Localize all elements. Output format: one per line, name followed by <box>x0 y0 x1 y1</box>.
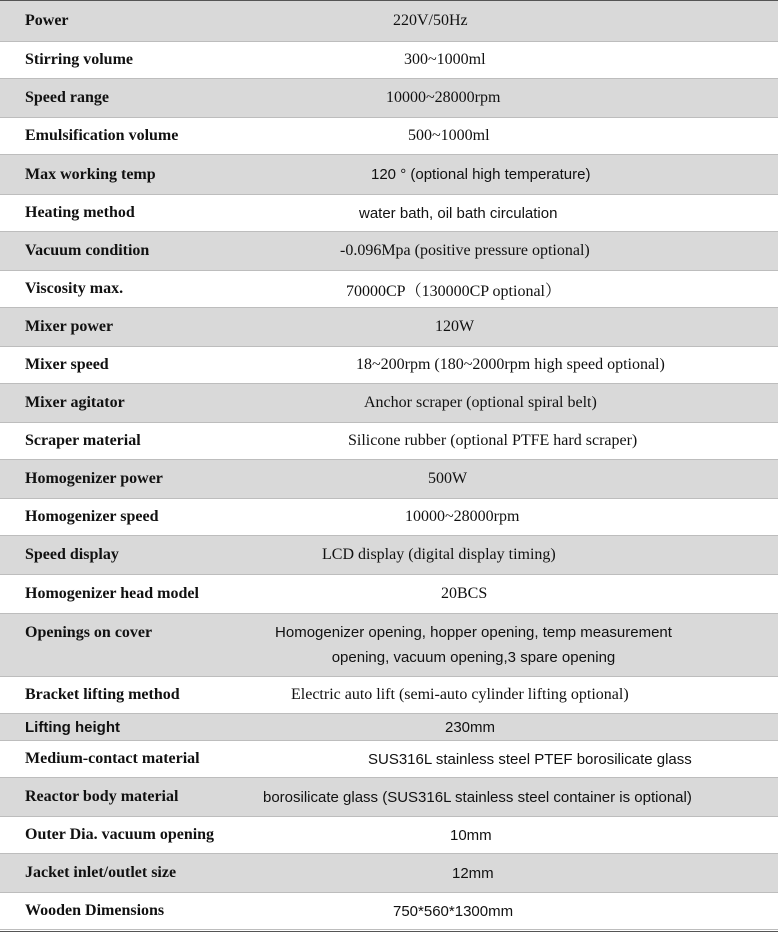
table-row <box>0 676 778 714</box>
row-value: 300~1000ml <box>404 51 486 68</box>
row-value: 120W <box>435 318 475 335</box>
row-value: 20BCS <box>441 585 488 602</box>
row-label: Homogenizer head model <box>25 585 199 602</box>
table-row <box>0 194 778 232</box>
row-value: Anchor scraper (optional spiral belt) <box>364 394 597 411</box>
table-row <box>0 1 778 41</box>
row-value-line-1: Homogenizer opening, hopper opening, temp measurement <box>275 624 672 641</box>
row-label: Homogenizer speed <box>25 508 159 525</box>
row-label: Mixer speed <box>25 356 109 373</box>
row-value: 750*560*1300mm <box>393 902 514 920</box>
row-value: LCD display (digital display timing) <box>322 546 556 563</box>
row-value: 10mm <box>450 826 492 844</box>
row-value: water bath, oil bath circulation <box>359 204 558 222</box>
row-value: 500~1000ml <box>408 127 490 144</box>
row-label: Bracket lifting method <box>25 686 180 703</box>
table-row <box>0 498 778 536</box>
row-value: 120 ° (optional high temperature) <box>371 166 591 183</box>
row-value: 220V/50Hz <box>393 12 468 29</box>
row-label: Lifting height <box>25 718 120 736</box>
row-label: Viscosity max. <box>25 280 124 297</box>
row-value: 230mm <box>445 718 496 736</box>
row-label: Mixer power <box>25 318 114 335</box>
table-row <box>0 346 778 384</box>
row-label: Speed range <box>25 89 109 106</box>
row-label: Homogenizer power <box>25 470 163 487</box>
row-label: Speed display <box>25 546 119 563</box>
row-label: Emulsification volume <box>25 127 179 144</box>
row-label: Power <box>25 12 69 29</box>
table-row <box>0 854 778 892</box>
row-value: Silicone rubber (optional PTFE hard scraper) <box>348 432 638 449</box>
table-row <box>0 308 778 346</box>
table-row <box>0 155 778 194</box>
row-value: 10000~28000rpm <box>405 508 520 525</box>
row-value: 18~200rpm (180~2000rpm high speed optional) <box>356 356 665 373</box>
table-row <box>0 41 778 79</box>
table-row <box>0 117 778 155</box>
row-label: Openings on cover <box>25 624 153 641</box>
table-row <box>0 816 778 854</box>
row-value <box>241 614 706 676</box>
row-value: Electric auto lift (semi-auto cylinder lifting optional) <box>291 686 629 703</box>
row-label: Medium-contact material <box>25 750 200 767</box>
table-bottom-border <box>0 931 778 932</box>
table-row <box>0 714 778 740</box>
table-row <box>0 614 778 676</box>
row-label: Outer Dia. vacuum opening <box>25 826 215 843</box>
table-row <box>0 270 778 308</box>
table-row <box>0 740 778 778</box>
row-label: Stirring volume <box>25 51 133 68</box>
row-value-line-2: opening, vacuum opening,3 spare opening <box>331 649 616 666</box>
row-label: Max working temp <box>25 165 156 183</box>
table-row <box>0 460 778 498</box>
table-row <box>0 778 778 816</box>
table-row <box>0 422 778 460</box>
table-row <box>0 536 778 574</box>
row-label: Scraper material <box>25 432 141 449</box>
row-label: Reactor body material <box>25 788 179 805</box>
row-label: Heating method <box>25 204 135 221</box>
row-value: -0.096Mpa (positive pressure optional) <box>340 242 590 259</box>
table-row <box>0 892 778 930</box>
table-row <box>0 79 778 117</box>
row-label: Vacuum condition <box>25 242 150 259</box>
row-label: Jacket inlet/outlet size <box>25 864 177 881</box>
row-label: Mixer agitator <box>25 394 125 411</box>
row-label: Wooden Dimensions <box>25 902 165 919</box>
row-value: 70000CP（130000CP optional） <box>346 282 561 300</box>
row-value: SUS316L stainless steel PTEF borosilicate glass <box>368 750 692 768</box>
row-value: borosilicate glass (SUS316L stainless steel container is optional) <box>263 788 692 806</box>
row-value: 500W <box>428 470 468 487</box>
table-row <box>0 574 778 614</box>
row-value: 10000~28000rpm <box>386 89 501 106</box>
table-row <box>0 384 778 422</box>
table-row <box>0 232 778 270</box>
row-value: 12mm <box>452 864 494 882</box>
